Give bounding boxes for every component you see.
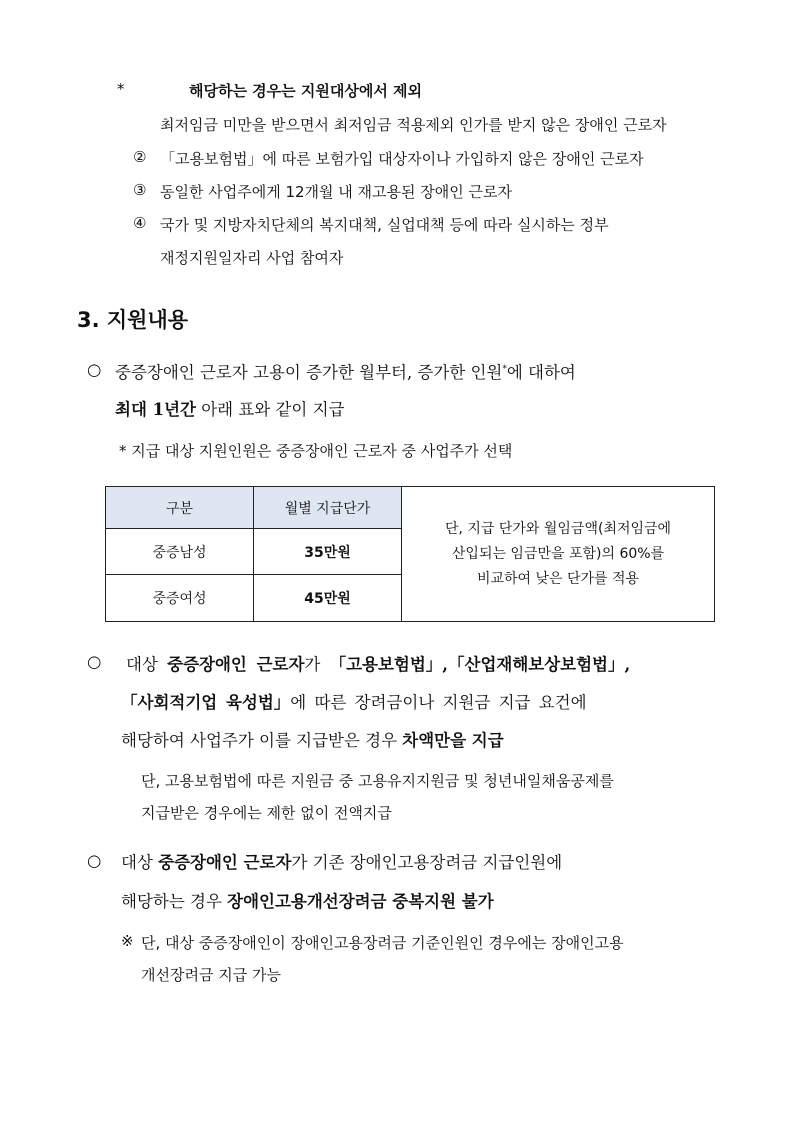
exclusion-item-1-text: 최저임금 미만을 받으면서 최저임금 적용제외 인가를 받지 않은 장애인 근로자 xyxy=(160,116,667,134)
table-header-amount: 월별 지급단가 xyxy=(254,487,402,529)
para3-line1: 대상 중증장애인 근로자가 기존 장애인고용장려금 지급인원에 xyxy=(121,853,563,872)
table-note: 단, 지급 단가와 월임금액(최저임금에 산입되는 임금만을 포함)의 60%를 비교하여 낮은 단가를 적용 xyxy=(402,487,715,622)
footnote-mark: * xyxy=(502,364,507,375)
table-cell-category: 중증여성 xyxy=(106,575,254,622)
para1-note: * 지급 대상 지원인원은 중증장애인 근로자 중 사업주가 선택 xyxy=(119,442,513,460)
exclusion-item-2-num: ② xyxy=(133,148,147,166)
support-table xyxy=(105,486,715,622)
para1-line1: 중증장애인 근로자 고용이 증가한 월부터, 증가한 인원*에 대하여 xyxy=(115,363,576,382)
exclusion-item-4-text: 국가 및 지방자치단체의 복지대책, 실업대책 등에 따라 실시하는 정부 xyxy=(160,216,609,234)
para2-line2: 「사회적기업 육성법」에 따른 장려금이나 지원금 지급 요건에 xyxy=(121,693,587,712)
exclusion-item-3-num: ③ xyxy=(133,181,147,199)
difference-only: 차액만을 지급 xyxy=(402,731,504,750)
exclusion-item-2-text: 「고용보험법」에 따른 보험가입 대상자이나 가입하지 않은 장애인 근로자 xyxy=(160,150,644,168)
table-cell-category: 중증남성 xyxy=(106,529,254,575)
table-cell-amount: 45만원 xyxy=(254,575,402,622)
exclusion-title: 해당하는 경우는 지원대상에서 제외 xyxy=(189,82,423,100)
para3-line2: 해당하는 경우 장애인고용개선장려금 중복지원 불가 xyxy=(121,892,494,911)
para2-line3: 해당하여 사업주가 이를 지급받은 경우 차액만을 지급 xyxy=(121,731,504,750)
para2-sub-line1: 단, 고용보험법에 따른 지원금 중 고용유지지원금 및 청년내일채움공제를 xyxy=(141,772,614,790)
para3-bullet: ○ xyxy=(87,851,102,870)
para2-bullet: ○ xyxy=(87,652,102,671)
no-duplicate-support: 장애인고용개선장려금 중복지원 불가 xyxy=(227,892,494,911)
para3-note-mark: ※ xyxy=(121,932,134,950)
para1-bullet: ○ xyxy=(87,360,102,379)
table-cell-amount: 35만원 xyxy=(254,529,402,575)
para3-note-line1: 단, 대상 중증장애인이 장애인고용장려금 기준인원인 경우에는 장애인고용 xyxy=(141,934,624,952)
asterisk-bullet: * xyxy=(117,80,125,98)
section-title: 3. 지원내용 xyxy=(77,308,189,332)
exclusion-item-3-text: 동일한 사업주에게 12개월 내 재고용된 장애인 근로자 xyxy=(160,183,512,201)
exclusion-item-4-num: ④ xyxy=(133,214,147,232)
exclusion-item-4-continued: 재정지원일자리 사업 참여자 xyxy=(160,249,344,267)
para1-line2: 최대 1년간 아래 표와 같이 지급 xyxy=(115,400,345,419)
max-period: 최대 1년간 xyxy=(115,400,196,419)
para2-sub-line2: 지급받은 경우에는 제한 없이 전액지급 xyxy=(141,804,392,822)
para3-note-line2: 개선장려금 지급 가능 xyxy=(141,966,281,984)
table-header-category: 구분 xyxy=(106,487,254,529)
para2-line1: 대상 중증장애인 근로자가 「고용보험법」,「산업재해보상보험법」, xyxy=(126,655,631,674)
